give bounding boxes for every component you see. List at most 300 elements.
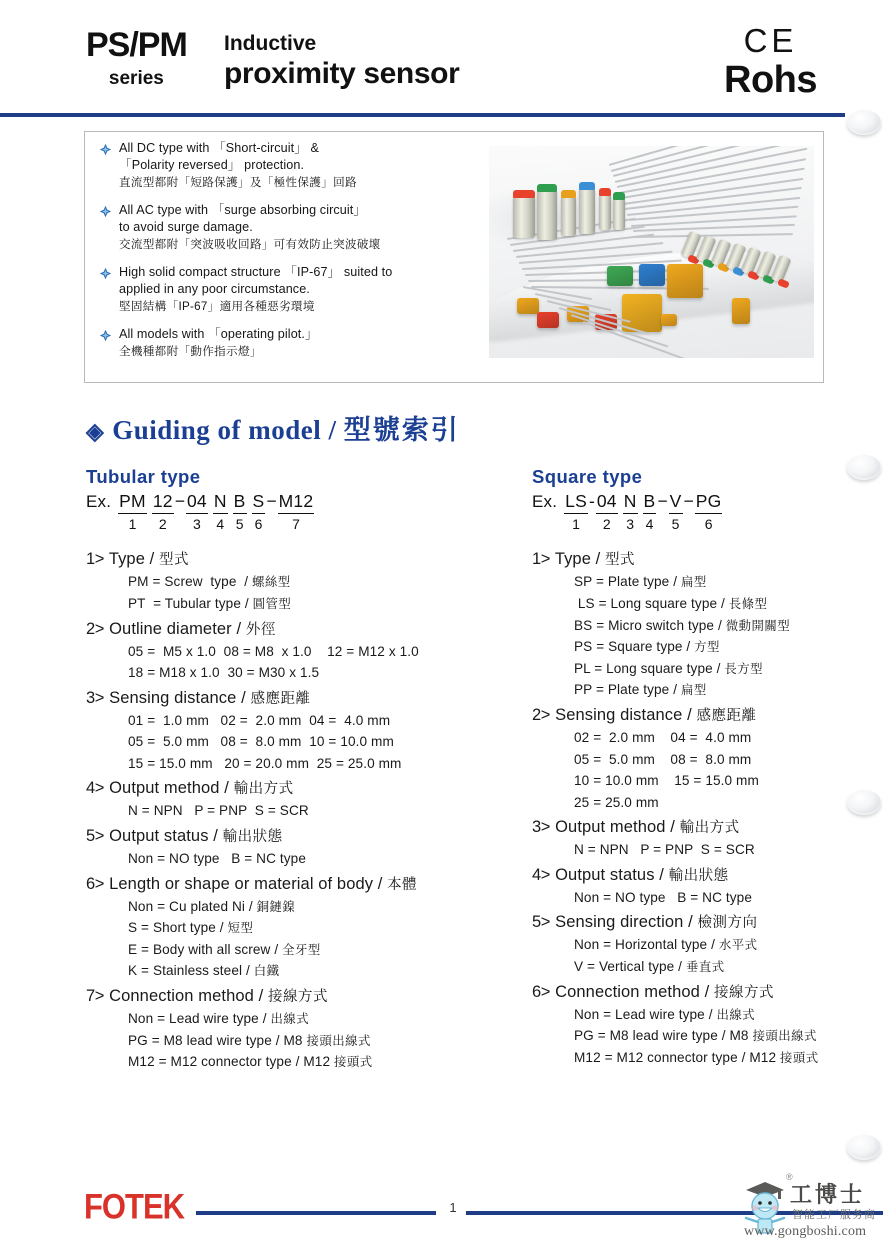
spec-line-cn: 接頭出線式 — [306, 1033, 371, 1048]
chevron-right-icon: > — [540, 705, 556, 724]
sensor-cable — [516, 242, 664, 258]
diamond-bullet-icon — [99, 202, 119, 253]
model-code-separator: − — [266, 491, 277, 511]
spec-item-line — [86, 1051, 518, 1073]
spec-item-heading — [86, 686, 518, 710]
spec-line-en: PP = Plate type / — [574, 682, 681, 698]
model-code-index: 1 — [128, 516, 137, 533]
spec-line-en: M12 = M12 connector type / M12 — [128, 1054, 334, 1070]
brand-series-label: series — [108, 68, 164, 89]
spec-item-line — [86, 800, 518, 821]
title-slash: / — [699, 982, 714, 1001]
model-code-token: LS — [564, 492, 588, 514]
spec-line-en: Non = Cu plated Ni / — [128, 898, 257, 914]
tubular-type-column — [86, 466, 518, 1075]
feature-text-en: All AC type with 「surge absorbing circuit」 to avoid surge damage. — [119, 202, 367, 234]
spec-line-cn: 微動開關型 — [725, 618, 791, 633]
tubular-sensor — [537, 190, 557, 240]
title-slash: / — [683, 913, 698, 932]
feature-list — [99, 140, 499, 371]
spec-item-title-en: Output status — [555, 865, 655, 884]
spec-line-en: Non = Lead wire type / — [128, 1011, 271, 1027]
spec-line-cn: 水平式 — [718, 938, 758, 953]
diamond-bullet-icon — [99, 264, 119, 315]
spec-item-number: 3 — [86, 688, 95, 707]
model-code-index: 4 — [645, 516, 654, 533]
spec-item — [532, 863, 872, 909]
spec-line-en: 10 = 10.0 mm 15 = 15.0 mm — [574, 773, 759, 789]
title-slash: / — [236, 688, 251, 707]
model-code-index: 2 — [158, 516, 167, 533]
title-slash: / — [590, 550, 606, 569]
spec-item-heading — [86, 617, 518, 641]
spec-line-en: PG = M8 lead wire type / M8 — [128, 1032, 307, 1048]
spec-item-title-en: Sensing direction — [555, 913, 684, 932]
spec-line-en: N = NPN P = PNP S = SCR — [574, 842, 755, 858]
page-title-en: Guiding of model / — [112, 415, 344, 445]
tubular-sensor — [599, 194, 611, 230]
spec-line-cn: 圓管型 — [252, 597, 292, 611]
watermark-company-name: 工博士 — [790, 1183, 866, 1208]
registered-mark-icon: ® — [786, 1172, 793, 1182]
spec-item-heading — [86, 547, 518, 571]
spec-item-number: 4 — [532, 865, 541, 884]
model-code-token: PG — [695, 492, 723, 514]
spec-item-line — [532, 658, 872, 680]
spec-line-cn: 接頭式 — [333, 1055, 373, 1070]
spec-item-title-cn: 感應距離 — [250, 690, 311, 707]
tubular-sensor — [579, 188, 595, 234]
spec-item-line — [86, 917, 518, 939]
spec-line-cn: 白鐵 — [253, 964, 280, 979]
chevron-right-icon: > — [540, 550, 555, 569]
spec-line-en: SP = Plate type / — [574, 574, 681, 590]
certification-block — [724, 24, 817, 101]
model-code-index: 5 — [671, 516, 680, 533]
spec-line-en: Non = NO type B = NC type — [574, 889, 752, 905]
feature-panel — [84, 131, 824, 383]
spec-item-number: 1 — [86, 550, 95, 569]
spec-line-cn: 長條型 — [728, 597, 768, 611]
model-code-token: 04 — [596, 492, 618, 514]
spec-line-cn: 全牙型 — [282, 942, 321, 957]
watermark-tagline: 智能工厂服务商 — [792, 1208, 876, 1221]
spec-item-line — [86, 593, 518, 615]
square-model-code — [532, 492, 872, 531]
spec-item-line — [532, 956, 872, 978]
tubular-sensor — [561, 196, 576, 236]
square-sensor — [517, 298, 539, 314]
spec-item-title-en: Output method — [555, 818, 666, 836]
spec-line-cn: 接頭出線式 — [752, 1029, 817, 1044]
spec-item-line — [532, 1025, 872, 1047]
spec-line-en: LS = Long square type / — [574, 596, 729, 611]
spec-item-line — [86, 731, 518, 752]
spec-item-title-cn: 接線方式 — [267, 989, 328, 1006]
spec-line-en: 05 = 5.0 mm 08 = 8.0 mm 10 = 10.0 mm — [128, 734, 394, 750]
spec-item-heading — [86, 984, 518, 1008]
spec-item-title-en: Sensing distance — [109, 688, 237, 707]
spec-line-en: N = NPN P = PNP S = SCR — [128, 803, 309, 819]
product-title-block — [224, 33, 459, 91]
binding-hole — [847, 110, 881, 135]
title-slash: / — [654, 865, 669, 884]
spec-item-heading — [532, 703, 872, 727]
spec-line-en: PG = M8 lead wire type / M8 — [574, 1028, 753, 1044]
tubular-ex-label: Ex. — [86, 492, 112, 511]
spec-item-line — [86, 571, 518, 593]
tubular-sensor — [613, 198, 625, 230]
spec-item-number: 5 — [532, 913, 541, 932]
chevron-right-icon: > — [540, 818, 556, 836]
spec-item-number: 2 — [86, 619, 95, 638]
model-code-segment — [564, 492, 588, 531]
spec-item-heading — [86, 824, 518, 848]
page-header — [0, 0, 883, 118]
spec-line-en: Non = NO type B = NC type — [128, 851, 306, 867]
tubular-code-segments — [118, 492, 314, 531]
feature-text — [119, 140, 499, 191]
model-code-segment — [118, 492, 147, 531]
spec-item — [86, 686, 518, 775]
model-code-segment — [252, 492, 266, 531]
diamond-bullet-icon — [99, 140, 119, 191]
spec-line-cn: 扁型 — [680, 683, 707, 698]
product-title-line1: Inductive — [224, 32, 317, 55]
spec-line-en: S = Short type / — [128, 920, 228, 936]
spec-item-line — [532, 679, 872, 701]
spec-item-title-cn: 感應距離 — [696, 707, 757, 724]
model-code-separator: - — [588, 491, 595, 511]
spec-item-line — [86, 896, 518, 918]
model-code-segment — [596, 492, 618, 531]
feature-text — [119, 264, 499, 315]
model-code-token: V — [669, 492, 683, 514]
spec-item-title-cn: 型式 — [159, 552, 190, 569]
spec-item-number: 5 — [86, 826, 95, 845]
spec-line-cn: 接頭式 — [779, 1050, 819, 1065]
spec-item-title-en: Length or shape or material of body — [109, 874, 374, 893]
spec-item-title-en: Output status — [109, 826, 209, 845]
spec-item-line — [86, 662, 518, 683]
spec-line-en: PT = Tubular type / — [128, 596, 253, 611]
spec-item-title-en: Output method — [109, 779, 220, 798]
model-code-segment — [623, 492, 638, 531]
model-code-segment — [695, 492, 723, 531]
spec-line-en: E = Body with all screw / — [128, 941, 283, 957]
model-code-token: B — [233, 492, 247, 514]
square-sensor — [667, 264, 703, 298]
spec-item-title-cn: 接線方式 — [713, 984, 774, 1001]
spec-item-title-cn: 檢測方向 — [697, 915, 758, 932]
spec-item-number: 2 — [532, 705, 541, 724]
ce-mark-icon: CE — [743, 22, 798, 59]
spec-item-heading — [532, 910, 872, 934]
spec-item-heading — [532, 547, 872, 571]
sensor-cable — [635, 233, 793, 238]
spec-item-line — [532, 749, 872, 770]
sensor-cable — [629, 206, 799, 221]
model-code-segment — [152, 492, 174, 531]
model-code-token: N — [213, 492, 228, 514]
spec-line-cn: 銅鏈鎳 — [256, 899, 296, 914]
binding-hole — [847, 790, 881, 815]
spec-item-line — [532, 887, 872, 908]
spec-line-en: BS = Micro switch type / — [574, 617, 726, 633]
spec-item-line — [86, 848, 518, 869]
chevron-right-icon: > — [94, 550, 109, 569]
model-code-index: 7 — [292, 516, 300, 533]
feature-text-en: All DC type with 「Short-circuit」 & 「Polarity reversed」 protection. — [119, 141, 320, 172]
spec-item-line — [86, 641, 518, 662]
title-slash: / — [219, 779, 234, 798]
spec-item-heading — [86, 776, 518, 800]
spec-item-title-en: Connection method — [555, 982, 700, 1001]
brand-series-name: PS/PM — [86, 26, 187, 64]
spec-item — [86, 776, 518, 822]
square-sensor — [639, 264, 665, 286]
tubular-column-title: Tubular type — [86, 466, 201, 487]
spec-item-line — [532, 839, 872, 860]
feature-item — [99, 264, 499, 315]
feature-text-cn: 堅固結構「IP-67」適用各種惡劣環境 — [119, 299, 315, 313]
spec-line-en: 15 = 15.0 mm 20 = 20.0 mm 25 = 25.0 mm — [128, 755, 402, 771]
spec-line-en: Non = Lead wire type / — [574, 1006, 717, 1022]
spec-line-en: 25 = 25.0 mm — [574, 794, 659, 810]
tubular-sensor — [513, 196, 535, 238]
spec-item — [532, 980, 872, 1069]
watermark — [736, 1162, 883, 1257]
spec-item — [532, 547, 872, 701]
spec-item-number: 7 — [86, 987, 95, 1006]
spec-item — [532, 910, 872, 977]
header-divider — [0, 113, 845, 117]
title-slash: / — [231, 619, 246, 638]
model-code-index: 6 — [704, 516, 713, 533]
spec-item-line — [86, 960, 518, 982]
model-code-index: 4 — [216, 516, 225, 533]
title-slash: / — [144, 550, 160, 569]
feature-text-cn: 直流型都附「短路保護」及「極性保護」回路 — [119, 175, 357, 189]
rohs-mark-label: Rohs — [724, 59, 817, 101]
feature-text-cn: 交流型都附「突波吸收回路」可有效防止突波破壞 — [119, 237, 381, 251]
spec-item-number: 6 — [86, 874, 95, 893]
spec-item-number: 1 — [532, 550, 541, 569]
chevron-right-icon: > — [540, 913, 556, 932]
model-code-index: 3 — [192, 516, 201, 533]
sensor-cap — [613, 192, 625, 200]
page-number: 1 — [449, 1200, 457, 1215]
square-sensor — [607, 266, 633, 286]
spec-item-heading — [532, 863, 872, 887]
square-item-list — [532, 547, 872, 1068]
spec-item-title-cn: 本體 — [387, 876, 418, 893]
title-slash: / — [682, 705, 697, 724]
fotek-logo: FOTEK — [84, 1186, 185, 1227]
tubular-model-code — [86, 492, 518, 531]
spec-item — [86, 617, 518, 684]
spec-item — [86, 984, 518, 1073]
chevron-right-icon: > — [94, 688, 110, 707]
model-code-token: 12 — [152, 492, 174, 514]
spec-item-title-en: Sensing distance — [555, 705, 683, 724]
model-code-segment — [213, 492, 228, 531]
sensor-cap — [599, 188, 611, 196]
model-code-separator: − — [174, 491, 185, 511]
square-ex-label: Ex. — [532, 492, 558, 511]
spec-line-cn: 方型 — [694, 640, 720, 655]
model-code-segment — [643, 492, 657, 531]
brand-block — [86, 28, 187, 90]
spec-item-line — [532, 636, 872, 658]
model-code-token: N — [623, 492, 638, 514]
binding-hole — [847, 1135, 881, 1160]
square-column-title: Square type — [532, 466, 643, 487]
spec-item-line — [532, 571, 872, 593]
diamond-icon: ◈ — [86, 419, 105, 444]
sensor-cap — [579, 182, 595, 190]
spec-line-cn: 出線式 — [716, 1007, 756, 1022]
spec-item-line — [532, 770, 872, 791]
diamond-bullet-icon — [99, 326, 119, 360]
model-code-token: B — [643, 492, 657, 514]
spec-item-title-en: Type — [108, 550, 145, 569]
spec-line-en: PL = Long square type / — [574, 660, 725, 676]
model-code-index: 5 — [235, 516, 244, 533]
spec-item-line — [532, 593, 872, 615]
model-code-segment — [278, 492, 315, 531]
chevron-right-icon: > — [94, 826, 110, 845]
spec-line-cn: 垂直式 — [685, 960, 725, 974]
spec-line-cn: 短型 — [227, 921, 254, 936]
spec-item-line — [532, 934, 872, 956]
sensor-cap — [561, 190, 576, 198]
spec-item-title-en: Outline diameter — [109, 619, 232, 638]
sensor-cap — [537, 184, 557, 192]
spec-item — [532, 815, 872, 861]
model-code-token: S — [252, 492, 266, 514]
spec-item-number: 6 — [532, 982, 541, 1001]
spec-item-title-cn: 輸出方式 — [679, 820, 740, 836]
spec-line-en: PM = Screw type / — [128, 574, 253, 590]
spec-line-en: 05 = M5 x 1.0 08 = M8 x 1.0 12 = M12 x 1.0 — [128, 643, 419, 659]
model-code-index: 1 — [572, 516, 580, 533]
spec-line-en: 02 = 2.0 mm 04 = 4.0 mm — [574, 730, 752, 746]
title-slash: / — [373, 874, 388, 893]
chevron-right-icon: > — [94, 779, 110, 798]
model-code-token: M12 — [278, 492, 315, 514]
spec-item-line — [532, 727, 872, 748]
footer-rule-left — [196, 1211, 436, 1215]
spec-line-cn: 出線式 — [270, 1012, 310, 1027]
spec-item-title-cn: 外徑 — [245, 621, 276, 638]
chevron-right-icon: > — [94, 987, 110, 1006]
product-title-line2: proximity sensor — [224, 57, 460, 91]
spec-item-title-cn: 輸出方式 — [233, 781, 294, 798]
spec-item-title-en: Type — [554, 550, 591, 569]
feature-item — [99, 202, 499, 253]
model-code-segment — [186, 492, 208, 531]
title-slash: / — [665, 818, 680, 836]
model-code-segment — [233, 492, 247, 531]
model-code-segment — [669, 492, 683, 531]
spec-item-number: 3 — [532, 818, 541, 836]
spec-item-title-cn: 型式 — [605, 552, 636, 569]
square-sensor — [537, 312, 559, 328]
feature-text-en: All models with 「operating pilot.」 — [119, 326, 318, 341]
square-sensor — [661, 314, 677, 326]
tubular-item-list — [86, 547, 518, 1073]
spec-line-cn: 長方型 — [724, 661, 764, 676]
spec-item-line — [86, 939, 518, 961]
feature-text — [119, 202, 499, 253]
spec-item-heading — [532, 815, 872, 839]
spec-item — [86, 824, 518, 870]
spec-item-line — [532, 1004, 872, 1026]
spec-item-heading — [86, 872, 518, 896]
spec-item-line — [86, 1030, 518, 1052]
spec-item-heading — [532, 980, 872, 1004]
spec-item — [86, 872, 518, 983]
spec-item-title-en: Connection method — [109, 987, 254, 1006]
feature-item — [99, 326, 499, 360]
model-code-index: 6 — [254, 516, 263, 533]
spec-item-title-cn: 輸出狀態 — [222, 828, 283, 845]
spec-item-line — [532, 1047, 872, 1069]
chevron-right-icon: > — [540, 982, 556, 1001]
spec-item-line — [86, 710, 518, 731]
binding-hole — [847, 455, 881, 480]
feature-item — [99, 140, 499, 191]
spec-item — [532, 703, 872, 813]
page-title-cn: 型號索引 — [343, 415, 460, 446]
spec-item-line — [86, 1008, 518, 1030]
square-sensor — [732, 298, 750, 324]
square-code-segments — [564, 492, 722, 531]
model-code-token: 04 — [186, 492, 208, 514]
spec-item-line — [532, 792, 872, 813]
square-type-column — [532, 466, 872, 1071]
spec-line-en: 05 = 5.0 mm 08 = 8.0 mm — [574, 751, 752, 767]
model-code-index: 3 — [626, 516, 634, 533]
spec-line-en: Non = Horizontal type / — [574, 937, 719, 953]
chevron-right-icon: > — [540, 865, 556, 884]
feature-text-en: High solid compact structure 「IP-67」 suited to applied in any poor circumstance. — [119, 264, 393, 296]
spec-line-en: PS = Square type / — [574, 639, 695, 655]
spec-line-cn: 螺絲型 — [252, 575, 291, 590]
model-code-separator: − — [657, 491, 668, 511]
spec-item-number: 4 — [86, 779, 95, 798]
model-code-token: PM — [118, 492, 147, 514]
feature-text — [119, 326, 499, 360]
spec-item-line — [532, 615, 872, 637]
watermark-url: www.gongboshi.com — [744, 1224, 867, 1239]
feature-text-cn: 全機種都附「動作指示燈」 — [119, 344, 262, 358]
chevron-right-icon: > — [94, 619, 110, 638]
spec-line-en: V = Vertical type / — [574, 959, 686, 974]
spec-line-en: 18 = M18 x 1.0 30 = M30 x 1.5 — [128, 665, 320, 681]
title-slash: / — [253, 987, 268, 1006]
spec-item-title-cn: 輸出狀態 — [668, 867, 729, 884]
spec-line-en: 01 = 1.0 mm 02 = 2.0 mm 04 = 4.0 mm — [128, 712, 391, 728]
chevron-right-icon: > — [94, 874, 110, 893]
spec-line-en: M12 = M12 connector type / M12 — [574, 1049, 780, 1065]
model-code-index: 2 — [602, 516, 611, 533]
sensor-cap — [513, 190, 535, 198]
spec-line-cn: 扁型 — [680, 575, 707, 590]
spec-item — [86, 547, 518, 614]
spec-item-line — [86, 753, 518, 774]
